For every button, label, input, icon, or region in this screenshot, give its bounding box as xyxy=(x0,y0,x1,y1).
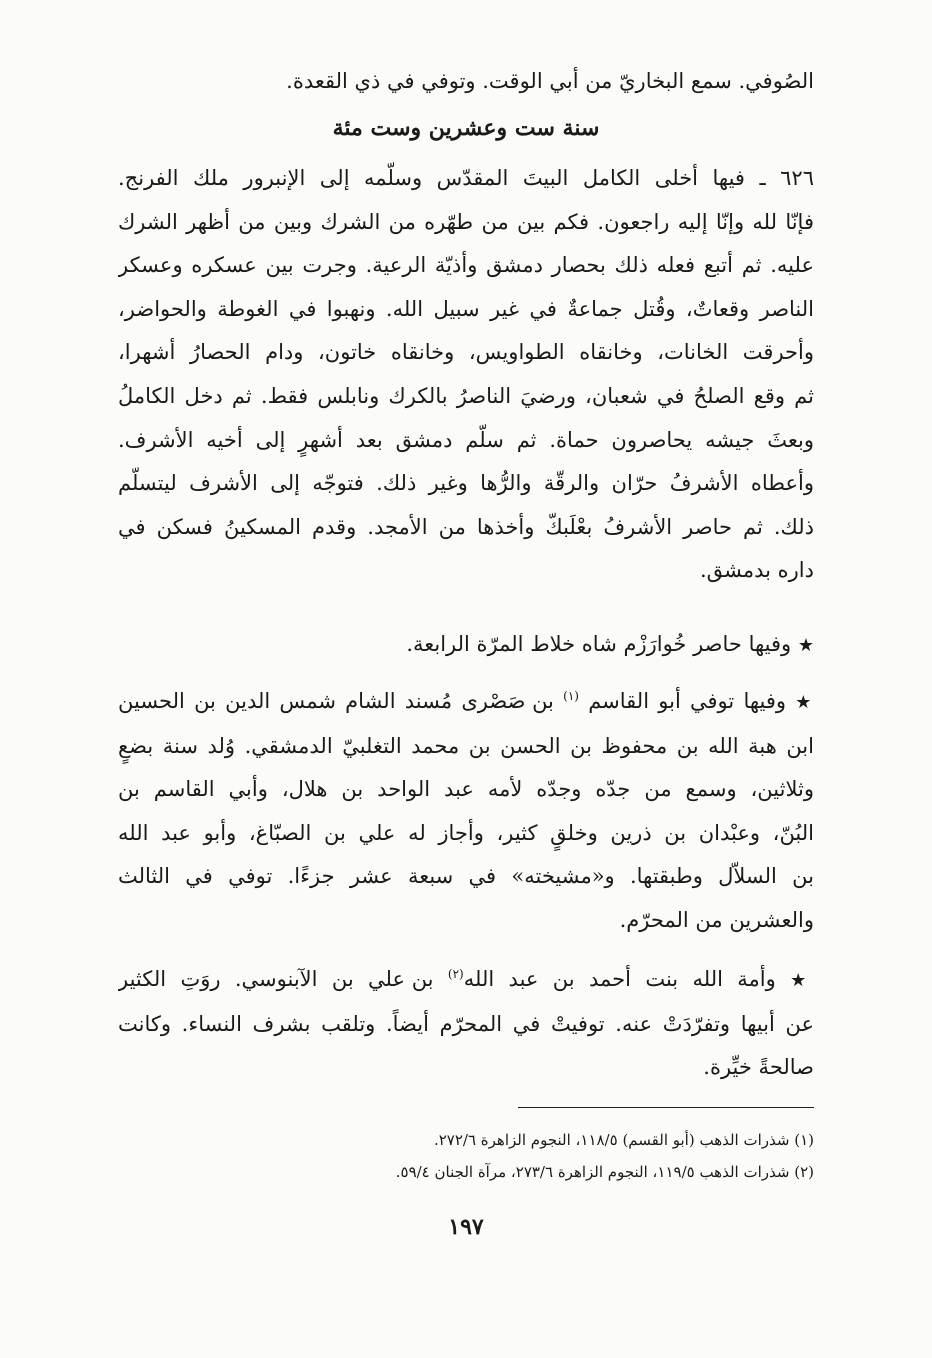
text-run: وفيها حاصر خُوارَزْم شاه خلاط المرّة الرابعة. xyxy=(406,632,792,656)
paragraph-abu-al-qasim xyxy=(118,680,814,943)
footnote-ref-2[interactable]: (٢) xyxy=(447,967,464,981)
text-line: البُنّ، وعبْدان بن ذرين وخلقٍ كثير، وأجاز له علي بن الصبّاغ، وأبو عبد الله xyxy=(118,820,814,845)
year-heading: سنة ست وعشرين وست مئة xyxy=(332,115,600,141)
text-run: وأمة الله بنت أحمد بن عبد الله xyxy=(463,967,776,991)
text-line: وبعثَ جيشه يحاصرون حماة. ثم سلّم دمشق بعد أشهرٍ إلى أخيه الأشرف. xyxy=(118,427,814,452)
text-line: وأعطاه الأشرفُ حرّان والرقّة والرُّها وغير ذلك. فتوجّه إلى الأشرف ليتسلّم xyxy=(118,471,814,496)
text-line: الناصر وقعاتٌ، وقُتل جماعةٌ في غير سبيل الله. ونهبوا في الغوطة والحواضر، xyxy=(118,296,814,321)
text-line xyxy=(118,958,814,1003)
paragraph-amat-allah xyxy=(118,958,814,1090)
text-run: وفيها توفي أبو القاسم xyxy=(588,689,787,713)
star-icon: ★ xyxy=(790,970,814,991)
star-icon: ★ xyxy=(797,635,814,656)
text-line: بن السلاّل وطبقتها. و«مشيخته» في سبعة عشر جزءًا. توفي في الثالث xyxy=(118,864,814,889)
text-line: فإنّا لله وإنّا إليه راجعون. فكم بين من طهّره من الشرك وبين من أظهر الشرك xyxy=(118,209,814,234)
text-line: عن أبيها وتفرّدَتْ عنه. توفيتْ في المحرّم أيضاً. وتلقب بشرف النساء. وكانت xyxy=(118,1011,814,1036)
page-number: ١٩٧ xyxy=(448,1214,484,1240)
star-icon: ★ xyxy=(795,692,814,713)
footnote-ref-1[interactable]: (١) xyxy=(563,689,579,703)
text-line: والعشرين من المحرّم. xyxy=(619,907,814,932)
text-line: وثلاثين، وسمع من جدّه وجدّه لأمه عبد الواحد بن هلال، وأبي القاسم بن xyxy=(118,777,814,802)
text-line: ٦٢٦ ـ فيها أخلى الكامل البيتَ المقدّس وسلّمه إلى الإنبرور ملك الفرنج. xyxy=(118,166,814,190)
text-line xyxy=(118,623,814,668)
text-line: الصُوفي. سمع البخاريّ من أبي الوقت. وتوفي في ذي القعدة. xyxy=(286,69,814,93)
paragraph-khwarazm xyxy=(118,623,814,668)
footnotes xyxy=(118,1124,814,1188)
continuation-line xyxy=(118,60,814,104)
footnote-2: (٢) شذرات الذهب ١١٩/٥، النجوم الزاهرة ٢٧٣/٦، مرآة الجنان ٥٩/٤. xyxy=(395,1163,814,1181)
text-line: عليه. ثم أتبع فعله ذلك بحصار دمشق وأذيّة الرعية. وجرت بين عسكره وعسكر xyxy=(118,253,814,278)
text-line: داره بدمشق. xyxy=(699,558,814,583)
text-line: وأحرقت الخانات، وخانقاه الطواويس، وخانقاه خاتون، ودام الحصارُ أشهرا، xyxy=(118,340,814,365)
text-line xyxy=(118,680,814,725)
text-line: ابن هبة الله بن محفوظ بن الحسن بن محمد التغلبيّ الدمشقي. وُلد سنة بضعٍ xyxy=(118,733,814,758)
text-run: بن علي بن الآبنوسي. روَتِ الكثير xyxy=(118,967,434,991)
footnote-1: (١) شذرات الذهب (أبو القسم) ١١٨/٥، النجوم الزاهرة ٢٧٢/٦. xyxy=(433,1131,814,1149)
footnote-divider xyxy=(518,1107,814,1108)
paragraph-year-626 xyxy=(118,157,814,593)
text-run: بن صَصْرى مُسند الشام شمس الدين بن الحسين xyxy=(118,689,554,713)
text-line: صالحةً خيِّرة. xyxy=(703,1055,814,1080)
text-line: ثم وقع الصلحُ في شعبان، ورضيَ الناصرُ بالكرك ونابلس فقط. ثم دخل الكاملُ xyxy=(118,383,814,408)
text-line: ذلك. ثم حاصر الأشرفُ بعْلَبكّ وأخذها من الأمجد. وقدم المسكينُ فسكن في xyxy=(118,514,814,539)
